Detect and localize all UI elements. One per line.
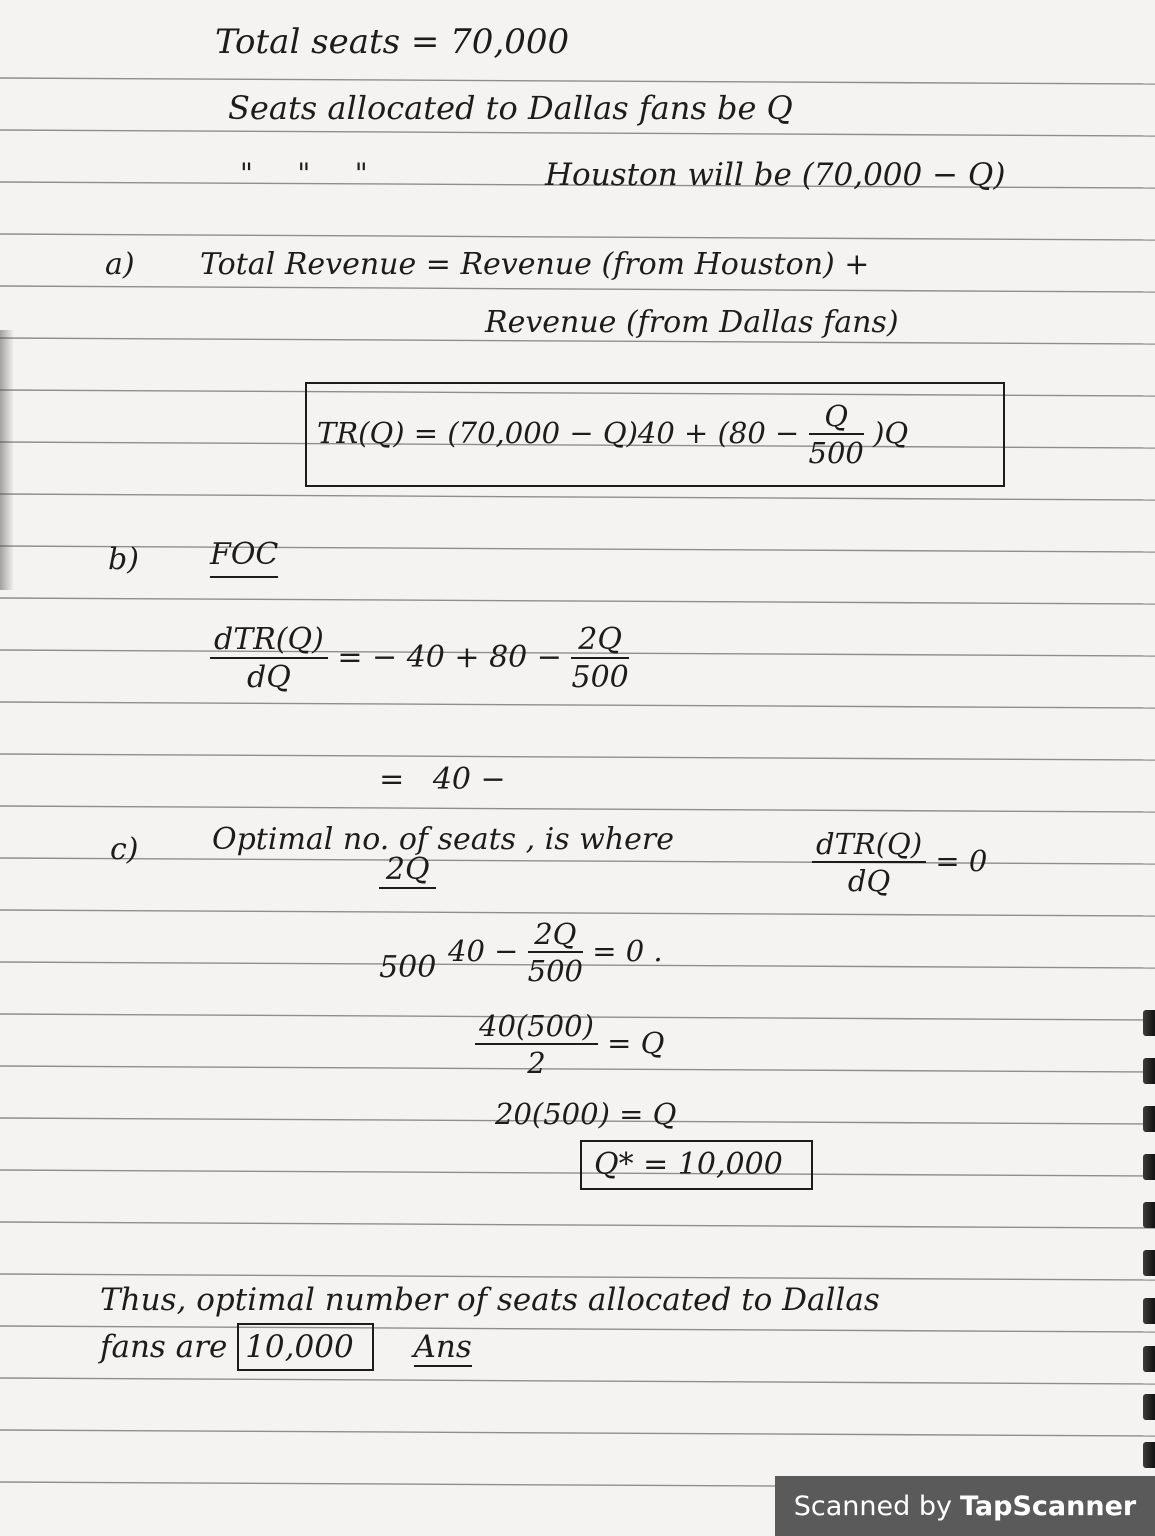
derivative-denominator: dQ xyxy=(247,660,291,695)
houston-seats-line: Houston will be (70,000 − Q) xyxy=(545,157,1006,193)
step1-numerator: 2Q xyxy=(528,920,583,953)
part-c-label: c) xyxy=(110,832,139,867)
ruled-line xyxy=(0,702,1155,708)
conclusion-prefix: fans are xyxy=(100,1329,228,1365)
derivative-line-2 xyxy=(360,735,506,1043)
spiral-ring xyxy=(1143,1394,1155,1420)
fraction-denominator: 500 xyxy=(808,436,864,470)
line2-denominator: 500 xyxy=(379,950,437,985)
spiral-ring xyxy=(1143,1058,1155,1084)
solve-step-1 xyxy=(448,917,663,988)
step2-fraction xyxy=(475,1009,598,1080)
derivative-line-1 xyxy=(210,622,629,695)
step1-lhs: 40 − xyxy=(448,934,519,968)
dallas-seats-line: Seats allocated to Dallas fans be Q xyxy=(228,89,793,127)
spiral-ring xyxy=(1143,1250,1155,1276)
tr-equation-part2: )Q xyxy=(873,416,909,450)
ruled-line xyxy=(0,806,1155,812)
step1-denominator: 500 xyxy=(527,954,583,988)
derivative-term-fraction xyxy=(571,622,629,695)
ruled-line xyxy=(0,234,1155,240)
ruled-line xyxy=(0,130,1155,136)
foc-heading: FOC xyxy=(210,540,278,578)
ruled-line xyxy=(0,1378,1155,1384)
spiral-ring xyxy=(1143,1010,1155,1036)
total-revenue-line: Total Revenue = Revenue (from Houston) + xyxy=(200,247,870,282)
total-seats-line: Total seats = 70,000 xyxy=(215,22,570,62)
spiral-ring xyxy=(1143,1106,1155,1132)
spiral-ring xyxy=(1143,1442,1155,1468)
step2-denominator: 2 xyxy=(527,1046,546,1080)
fraction-numerator: Q xyxy=(809,402,864,435)
conclusion-line-2 xyxy=(100,1329,472,1365)
ans-label: Ans xyxy=(413,1329,472,1365)
answer-box: Q* = 10,000 xyxy=(580,1140,813,1190)
optimal-seats-text: Optimal no. of seats , is where xyxy=(212,822,675,857)
tr-equation-part1: TR(Q) = (70,000 − Q)40 + (80 − xyxy=(317,416,800,450)
part-a-label: a) xyxy=(105,247,135,282)
ruled-line xyxy=(0,910,1155,916)
ruled-line xyxy=(0,1274,1155,1280)
spiral-ring xyxy=(1143,1154,1155,1180)
tr-equation-fraction xyxy=(808,399,864,470)
condition-denominator: dQ xyxy=(847,864,891,898)
derivative-line2-lhs: = 40 − xyxy=(379,762,506,797)
step1-fraction xyxy=(527,917,583,988)
optimal-condition xyxy=(812,827,988,898)
ruled-line xyxy=(0,546,1155,552)
ruled-line xyxy=(0,754,1155,760)
derivative-numerator: dTR(Q) xyxy=(210,625,328,659)
derivative-fraction xyxy=(210,622,328,695)
revenue-dallas-line: Revenue (from Dallas fans) xyxy=(485,305,899,340)
ruled-line xyxy=(0,78,1155,84)
line2-numerator: 2Q xyxy=(379,855,436,889)
ruled-line xyxy=(0,1170,1155,1176)
tr-equation-box xyxy=(305,382,1005,487)
condition-equals-zero: = 0 xyxy=(935,844,988,878)
condition-fraction xyxy=(812,827,926,898)
scanner-watermark xyxy=(775,1476,1155,1536)
ditto-marks: " " " xyxy=(240,157,368,190)
step2-rhs: = Q xyxy=(607,1026,665,1060)
spiral-ring xyxy=(1143,1298,1155,1324)
term-denominator: 500 xyxy=(571,660,629,695)
page-shadow xyxy=(0,330,14,590)
ruled-line xyxy=(0,598,1155,604)
condition-numerator: dTR(Q) xyxy=(812,830,926,863)
term-numerator: 2Q xyxy=(571,625,628,659)
watermark-prefix: Scanned by xyxy=(793,1490,952,1522)
conclusion-answer-box: 10,000 xyxy=(237,1323,373,1371)
spiral-ring xyxy=(1143,1202,1155,1228)
ruled-line xyxy=(0,286,1155,292)
ruled-line xyxy=(0,1222,1155,1228)
derivative-rhs: = − 40 + 80 − xyxy=(337,640,562,675)
step2-numerator: 40(500) xyxy=(475,1012,598,1045)
spiral-ring xyxy=(1143,1346,1155,1372)
part-b-label: b) xyxy=(108,542,139,577)
ruled-line xyxy=(0,494,1155,500)
ruled-line xyxy=(0,1430,1155,1436)
solve-step-2 xyxy=(475,1009,665,1080)
step1-rhs: = 0 . xyxy=(592,934,663,968)
solve-step-3: 20(500) = Q xyxy=(495,1097,677,1131)
watermark-brand: TapScanner xyxy=(959,1490,1137,1522)
conclusion-line-1: Thus, optimal number of seats allocated to Dallas xyxy=(100,1282,880,1318)
